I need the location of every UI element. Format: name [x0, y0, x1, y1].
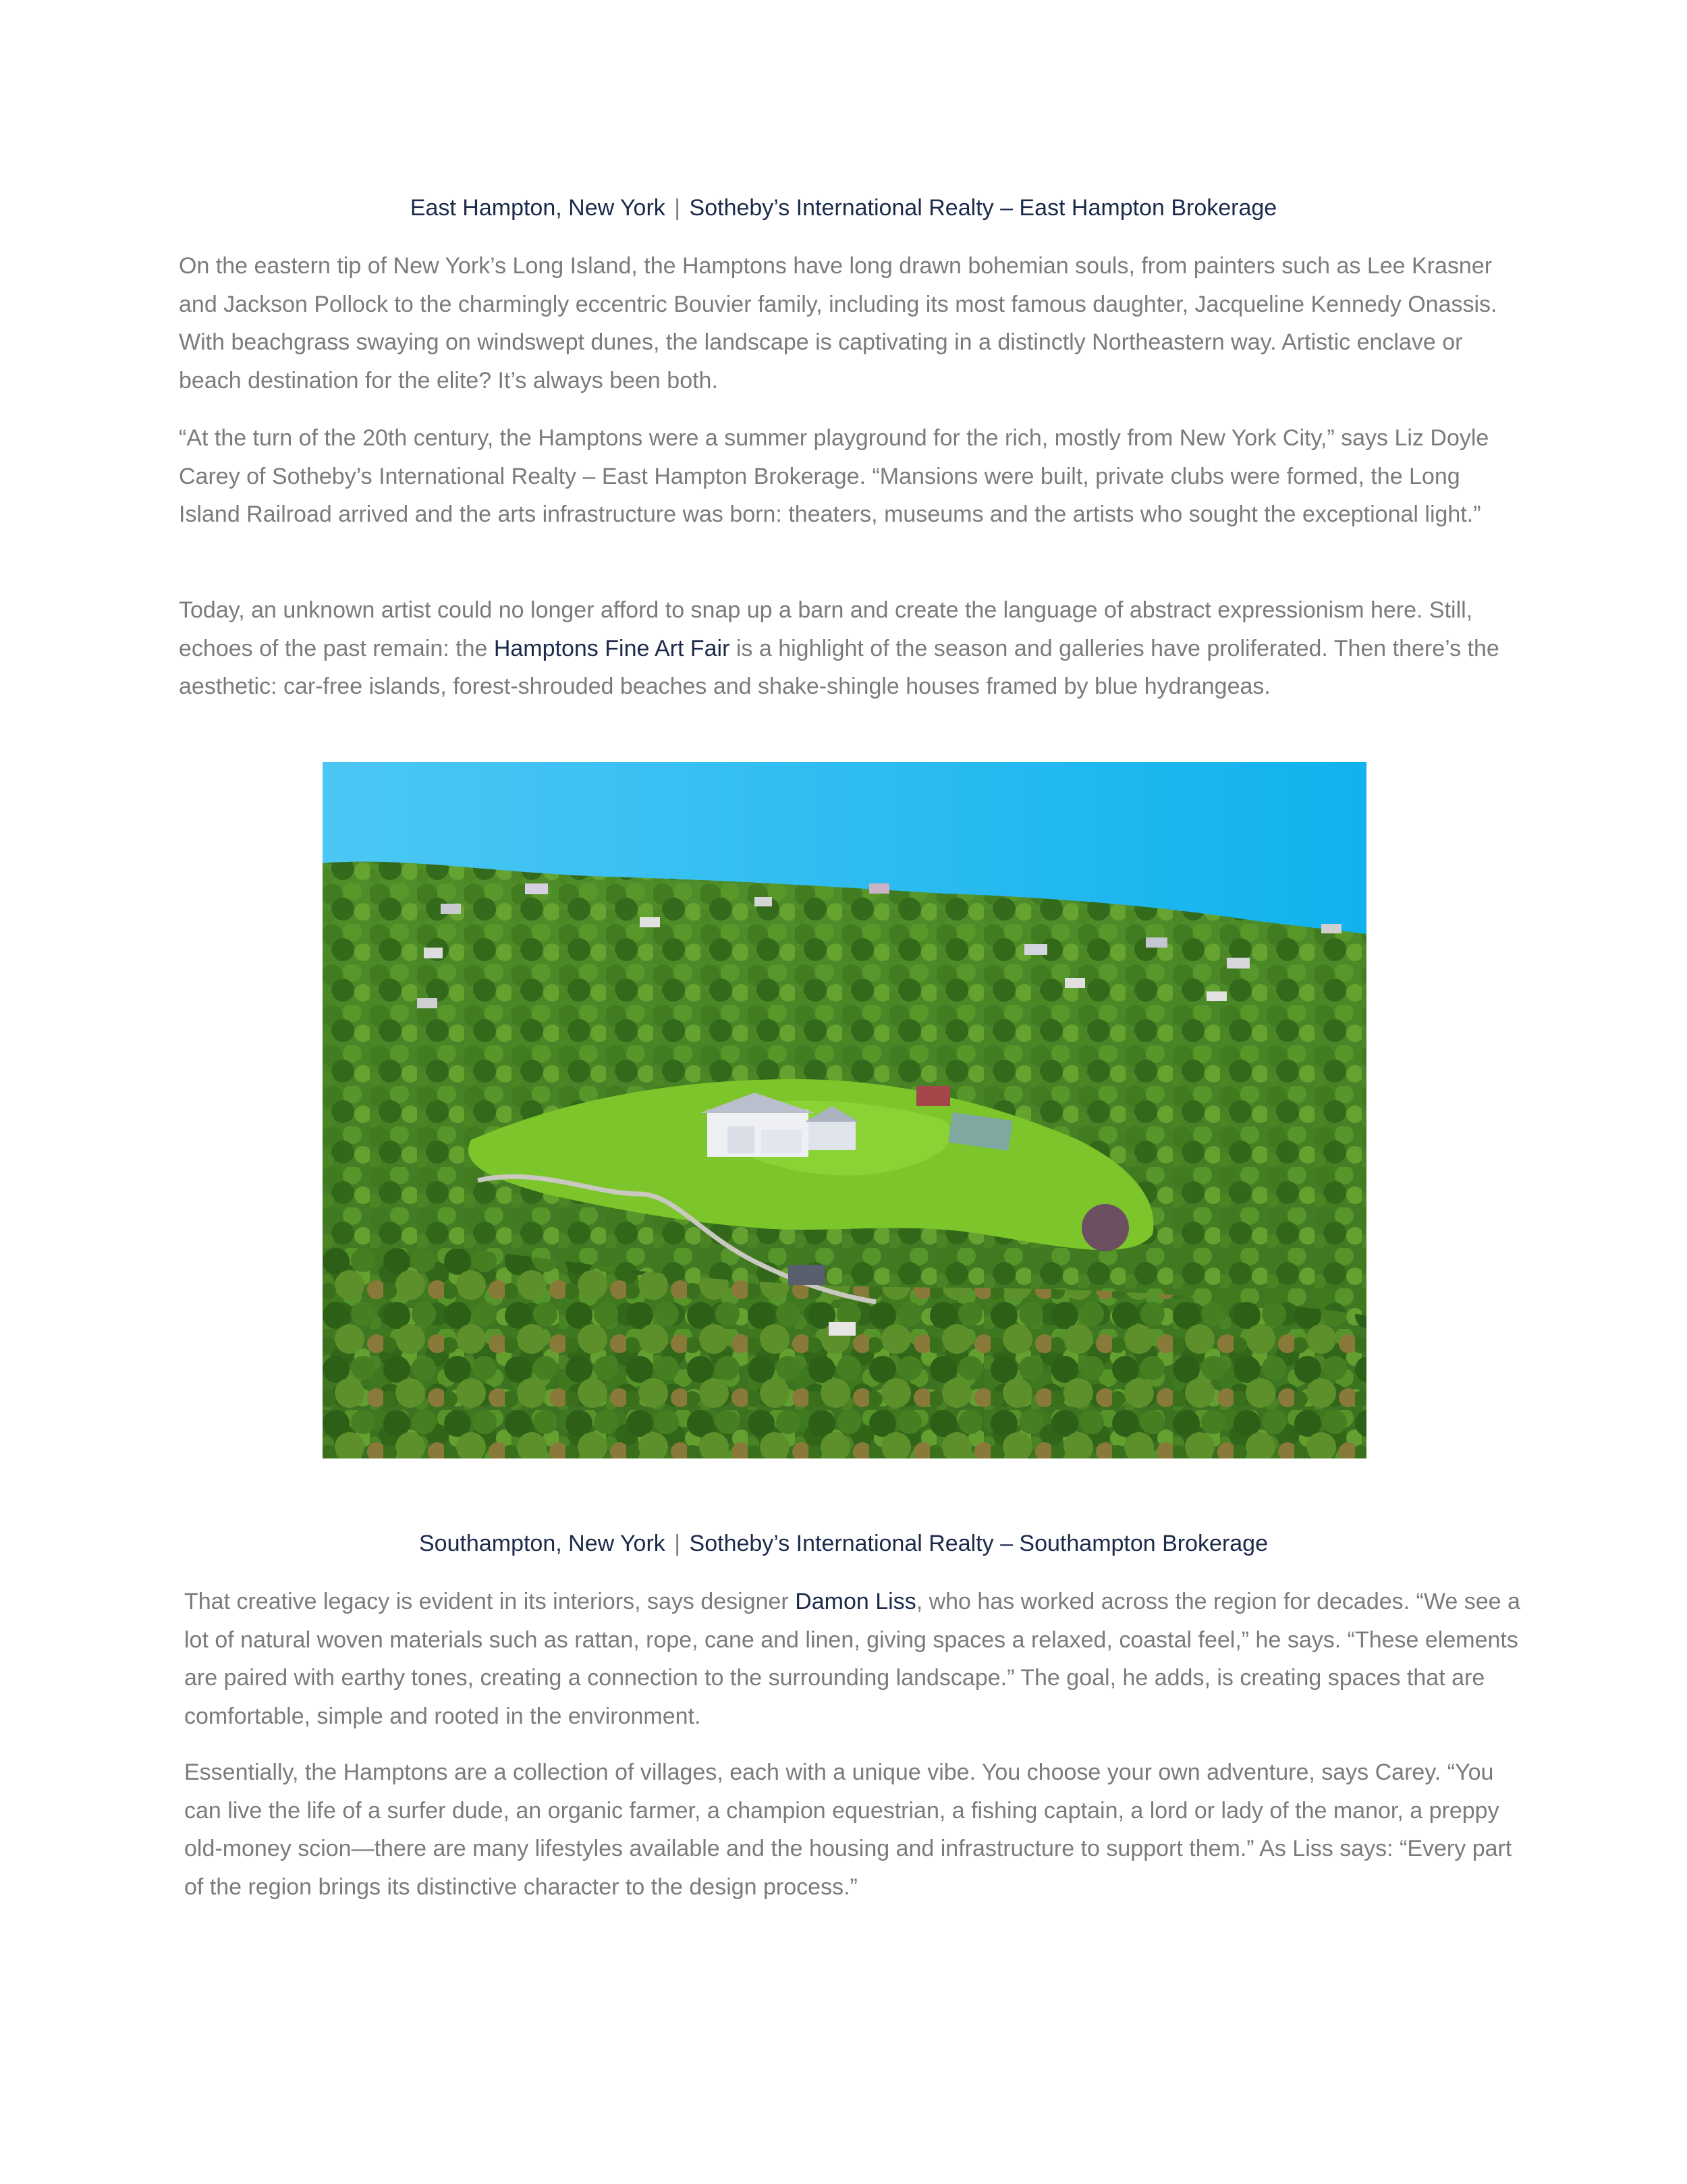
paragraph-intro: On the eastern tip of New York’s Long Island, the Hamptons have long drawn bohemian souls, from painters such as Lee Krasner and Jackson Pollock to the charmingly eccentric Bouvier family, including its most famous daughter, Jacqueline Kennedy Onassis. With beachgrass swaying on windswept dunes, the landscape is captivating in a distinctly Northeastern way. Artistic enclave or beach destination for the elite? It’s always been both.	[179, 253, 1497, 393]
house	[754, 897, 772, 906]
house	[1321, 924, 1342, 933]
house	[869, 883, 889, 894]
house	[829, 1322, 856, 1336]
house	[788, 1265, 825, 1285]
paragraph-quote-carey: “At the turn of the 20th century, the Hamptons were a summer playground for the rich, mostly from New York City,” says Liz Doyle Carey of Sotheby’s International Realty – East Hampton Brokerage. “Mansions were built, private clubs were formed, the Long Island Railroad arrived and the arts infrastructure was born: theaters, museums and the artists who sought the exceptional light.”	[179, 425, 1489, 527]
paragraph-text: Today, an unknown artist could no longer afford to snap up a barn and create the language of abstract expressionism here. Still, echoes of the past remain: the	[179, 597, 1473, 661]
outbuilding	[916, 1086, 950, 1106]
caption-location: Southampton, New York	[418, 1531, 665, 1556]
paragraph-text: That creative legacy is evident in its interiors, says designer	[184, 1589, 796, 1614]
house	[424, 948, 443, 958]
paragraph-today	[179, 591, 1522, 706]
caption-separator: |	[674, 195, 681, 221]
caption-east-hampton	[0, 194, 1687, 221]
house	[1207, 991, 1227, 1001]
house	[1065, 978, 1085, 988]
caption-southampton	[0, 1530, 1687, 1557]
house	[640, 917, 660, 927]
aerial-photo-hamptons-estate	[323, 762, 1366, 1458]
paragraph-text: is a highlight of the season and galleries have proliferated. Then there’s the aesthetic: car-free islands, forest-shrouded beaches and shake-shingle houses framed by blue hydrangeas.	[179, 635, 1499, 699]
caption-separator: |	[674, 1531, 681, 1556]
purple-tree	[1082, 1204, 1129, 1251]
paragraph-villages: Essentially, the Hamptons are a collection of villages, each with a unique vibe. You choose your own adventure, says Carey. “You can live the life of a surfer dude, an organic farmer, a champion equestrian, a fishing captain, a lord or lady of the manor, a preppy old-money scion—there are many lifestyles available and the housing and infrastructure to support them.” As Liss says: “Every part of the region brings its distinctive character to the design process.”	[184, 1759, 1512, 1900]
paragraph-text: , who has worked across the region for decades. “We see a lot of natural woven materials such as rattan, rope, cane and linen, giving spaces a relaxed, coastal feel,” he says. “These elements are paired with earthy tones, creating a connection to the surrounding landscape.” The goal, he adds, is creating spaces that are comfortable, simple and rooted in the environment.	[184, 1589, 1520, 1729]
paragraph-interiors	[184, 1583, 1522, 1735]
house	[1146, 937, 1167, 948]
damon-liss-link[interactable]: Damon Liss	[795, 1589, 916, 1614]
house	[525, 883, 548, 894]
aerial-photo-illustration	[323, 762, 1366, 1458]
caption-brokerage: Sotheby’s International Realty – East Hampton Brokerage	[689, 195, 1277, 221]
house	[1227, 958, 1250, 968]
hamptons-fine-art-fair-link[interactable]: Hamptons Fine Art Fair	[493, 635, 730, 661]
house	[1024, 944, 1047, 955]
house	[417, 998, 437, 1008]
caption-location: East Hampton, New York	[410, 195, 665, 221]
caption-brokerage: Sotheby’s International Realty – Southampton Brokerage	[689, 1531, 1269, 1556]
house	[441, 904, 461, 914]
